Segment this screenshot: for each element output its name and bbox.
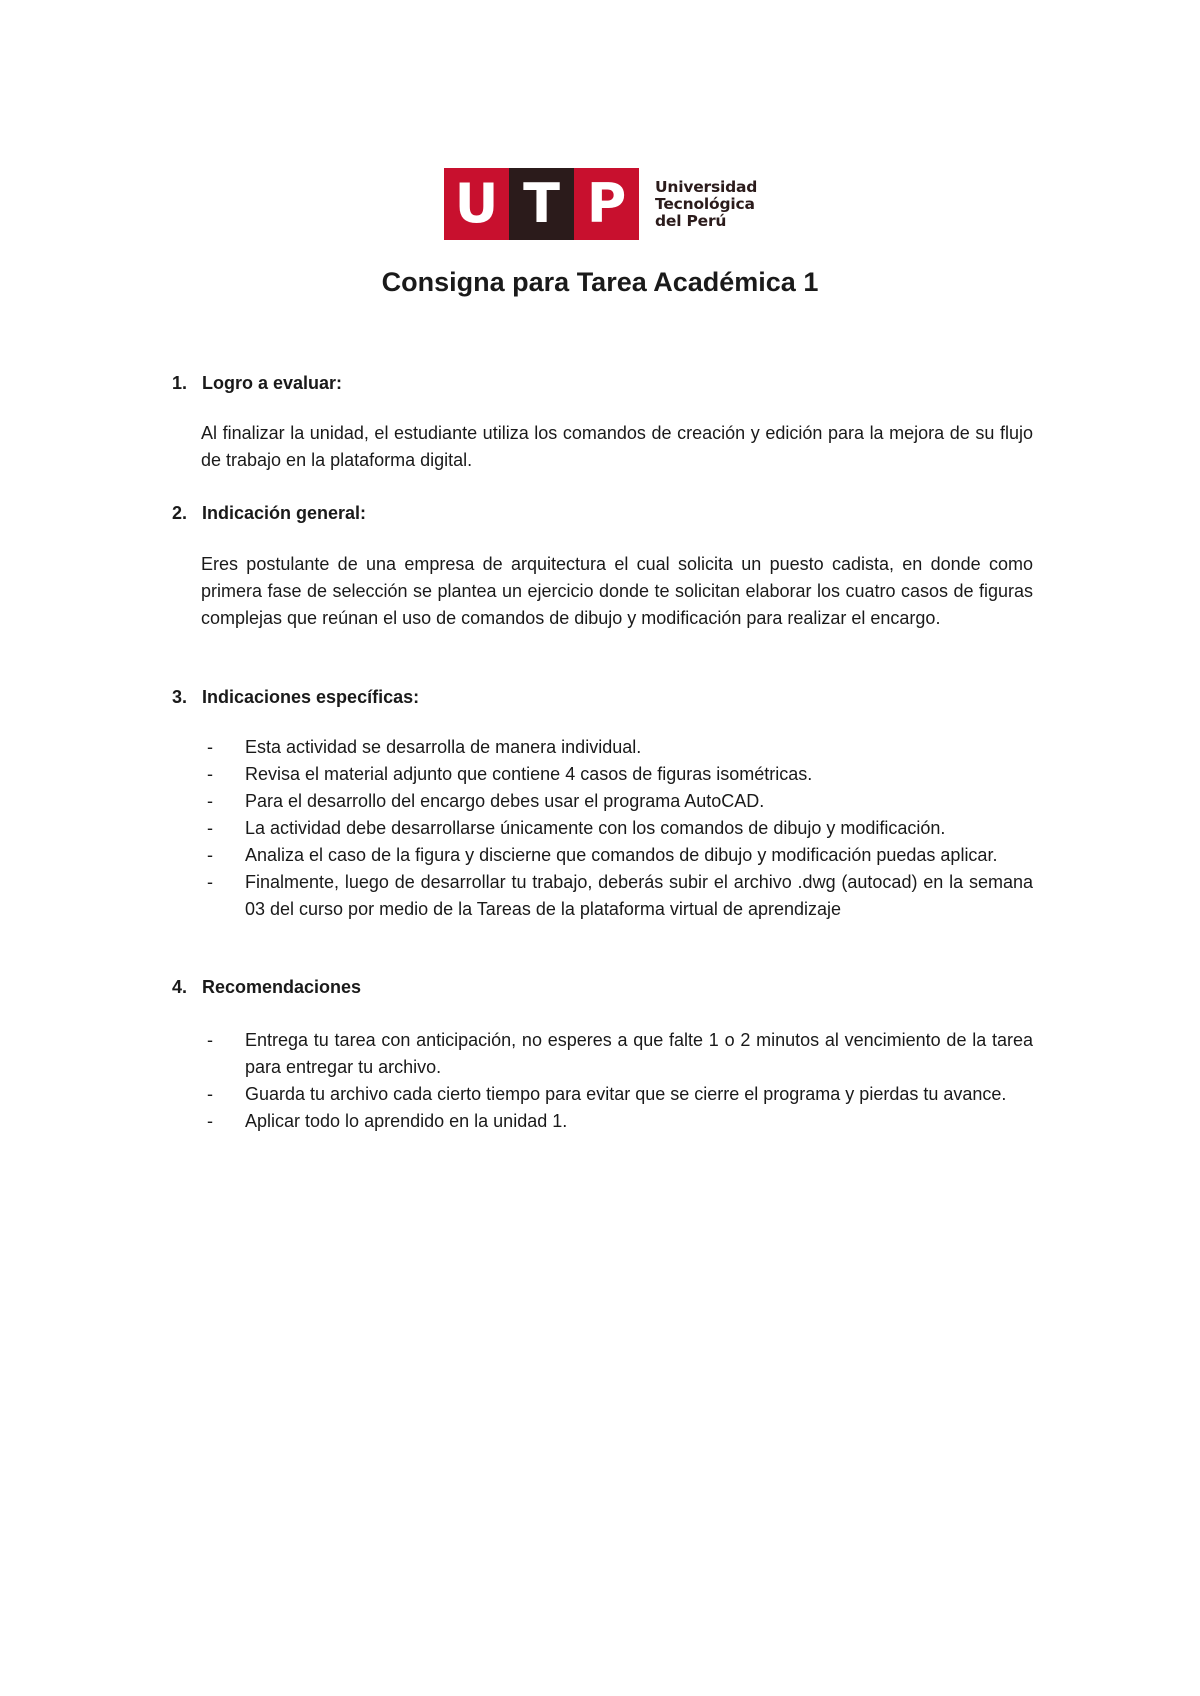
list-bullet: -	[207, 1084, 213, 1104]
list-item-text: Aplicar todo lo aprendido en la unidad 1.	[245, 1111, 568, 1131]
section-title: Indicación general:	[202, 503, 367, 523]
section-number: 1.	[172, 373, 188, 393]
section-title: Indicaciones específicas:	[202, 687, 420, 707]
list-bullet: -	[207, 791, 213, 811]
list-item	[201, 734, 1033, 761]
list-item	[201, 788, 1033, 815]
section-paragraph-logro: Al finalizar la unidad, el estudiante utiliza los comandos de creación y edición para la mejora de su flujo de trabajo en la plataforma digital.	[201, 423, 1033, 470]
logo-name-line: del Perú	[655, 211, 727, 230]
section-number: 4.	[172, 977, 188, 997]
list-bullet: -	[207, 845, 213, 865]
list-item-text: Para el desarrollo del encargo debes usar el programa AutoCAD.	[245, 791, 765, 811]
utp-letter-blocks	[444, 168, 639, 240]
list-item	[201, 869, 1033, 923]
indicaciones-list	[201, 734, 1033, 923]
list-item	[201, 815, 1033, 842]
list-item-text: Entrega tu tarea con anticipación, no esperes a que falte 1 o 2 minutos al vencimiento de la tarea para entregar tu archivo.	[245, 1030, 1033, 1077]
section-title: Logro a evaluar:	[202, 373, 343, 393]
list-bullet: -	[207, 1111, 213, 1131]
logo-letter-p: P	[574, 168, 639, 240]
section-heading-indicaciones-especificas	[172, 687, 419, 708]
logo-letter-t: T	[509, 168, 574, 240]
utp-logo	[444, 168, 757, 240]
logo-letter-u: U	[444, 168, 509, 240]
section-number: 2.	[172, 503, 188, 523]
list-item	[201, 842, 1033, 869]
list-item-text: Esta actividad se desarrolla de manera individual.	[245, 737, 642, 757]
list-bullet: -	[207, 1030, 213, 1050]
list-item	[201, 1081, 1033, 1108]
section-heading-logro	[172, 373, 342, 394]
list-bullet: -	[207, 764, 213, 784]
list-item-text: Finalmente, luego de desarrollar tu trabajo, deberás subir el archivo .dwg (autocad) en la semana 03 del curso por medio de la Tareas de la plataforma virtual de aprendizaje	[245, 872, 1033, 919]
list-item	[201, 761, 1033, 788]
list-item-text: La actividad debe desarrollarse únicamente con los comandos de dibujo y modificación.	[245, 818, 946, 838]
list-bullet: -	[207, 872, 213, 892]
section-title: Recomendaciones	[202, 977, 362, 997]
section-number: 3.	[172, 687, 188, 707]
logo-university-name	[655, 179, 757, 230]
list-item	[201, 1108, 1033, 1135]
logo-name-line: Tecnológica	[655, 194, 755, 213]
list-item-text: Analiza el caso de la figura y discierne que comandos de dibujo y modificación puedas aplicar.	[245, 845, 998, 865]
list-item-text: Revisa el material adjunto que contiene 4 casos de figuras isométricas.	[245, 764, 813, 784]
section-heading-recomendaciones	[172, 977, 361, 998]
list-bullet: -	[207, 818, 213, 838]
list-item	[201, 1027, 1033, 1081]
list-item-text: Guarda tu archivo cada cierto tiempo para evitar que se cierre el programa y pierdas tu avance.	[245, 1084, 1007, 1104]
page-title: Consigna para Tarea Académica 1	[381, 267, 819, 297]
logo-name-line: Universidad	[655, 177, 758, 196]
recomendaciones-list	[201, 1027, 1033, 1135]
section-heading-indicacion-general	[172, 503, 366, 524]
list-bullet: -	[207, 737, 213, 757]
section-paragraph-indicacion-general: Eres postulante de una empresa de arquitectura el cual solicita un puesto cadista, en donde como primera fase de selección se plantea un ejercicio donde te solicitan elaborar los cuatro casos de figuras complejas que reúnan el uso de comandos de dibujo y modificación para realizar el encargo.	[201, 554, 1033, 628]
